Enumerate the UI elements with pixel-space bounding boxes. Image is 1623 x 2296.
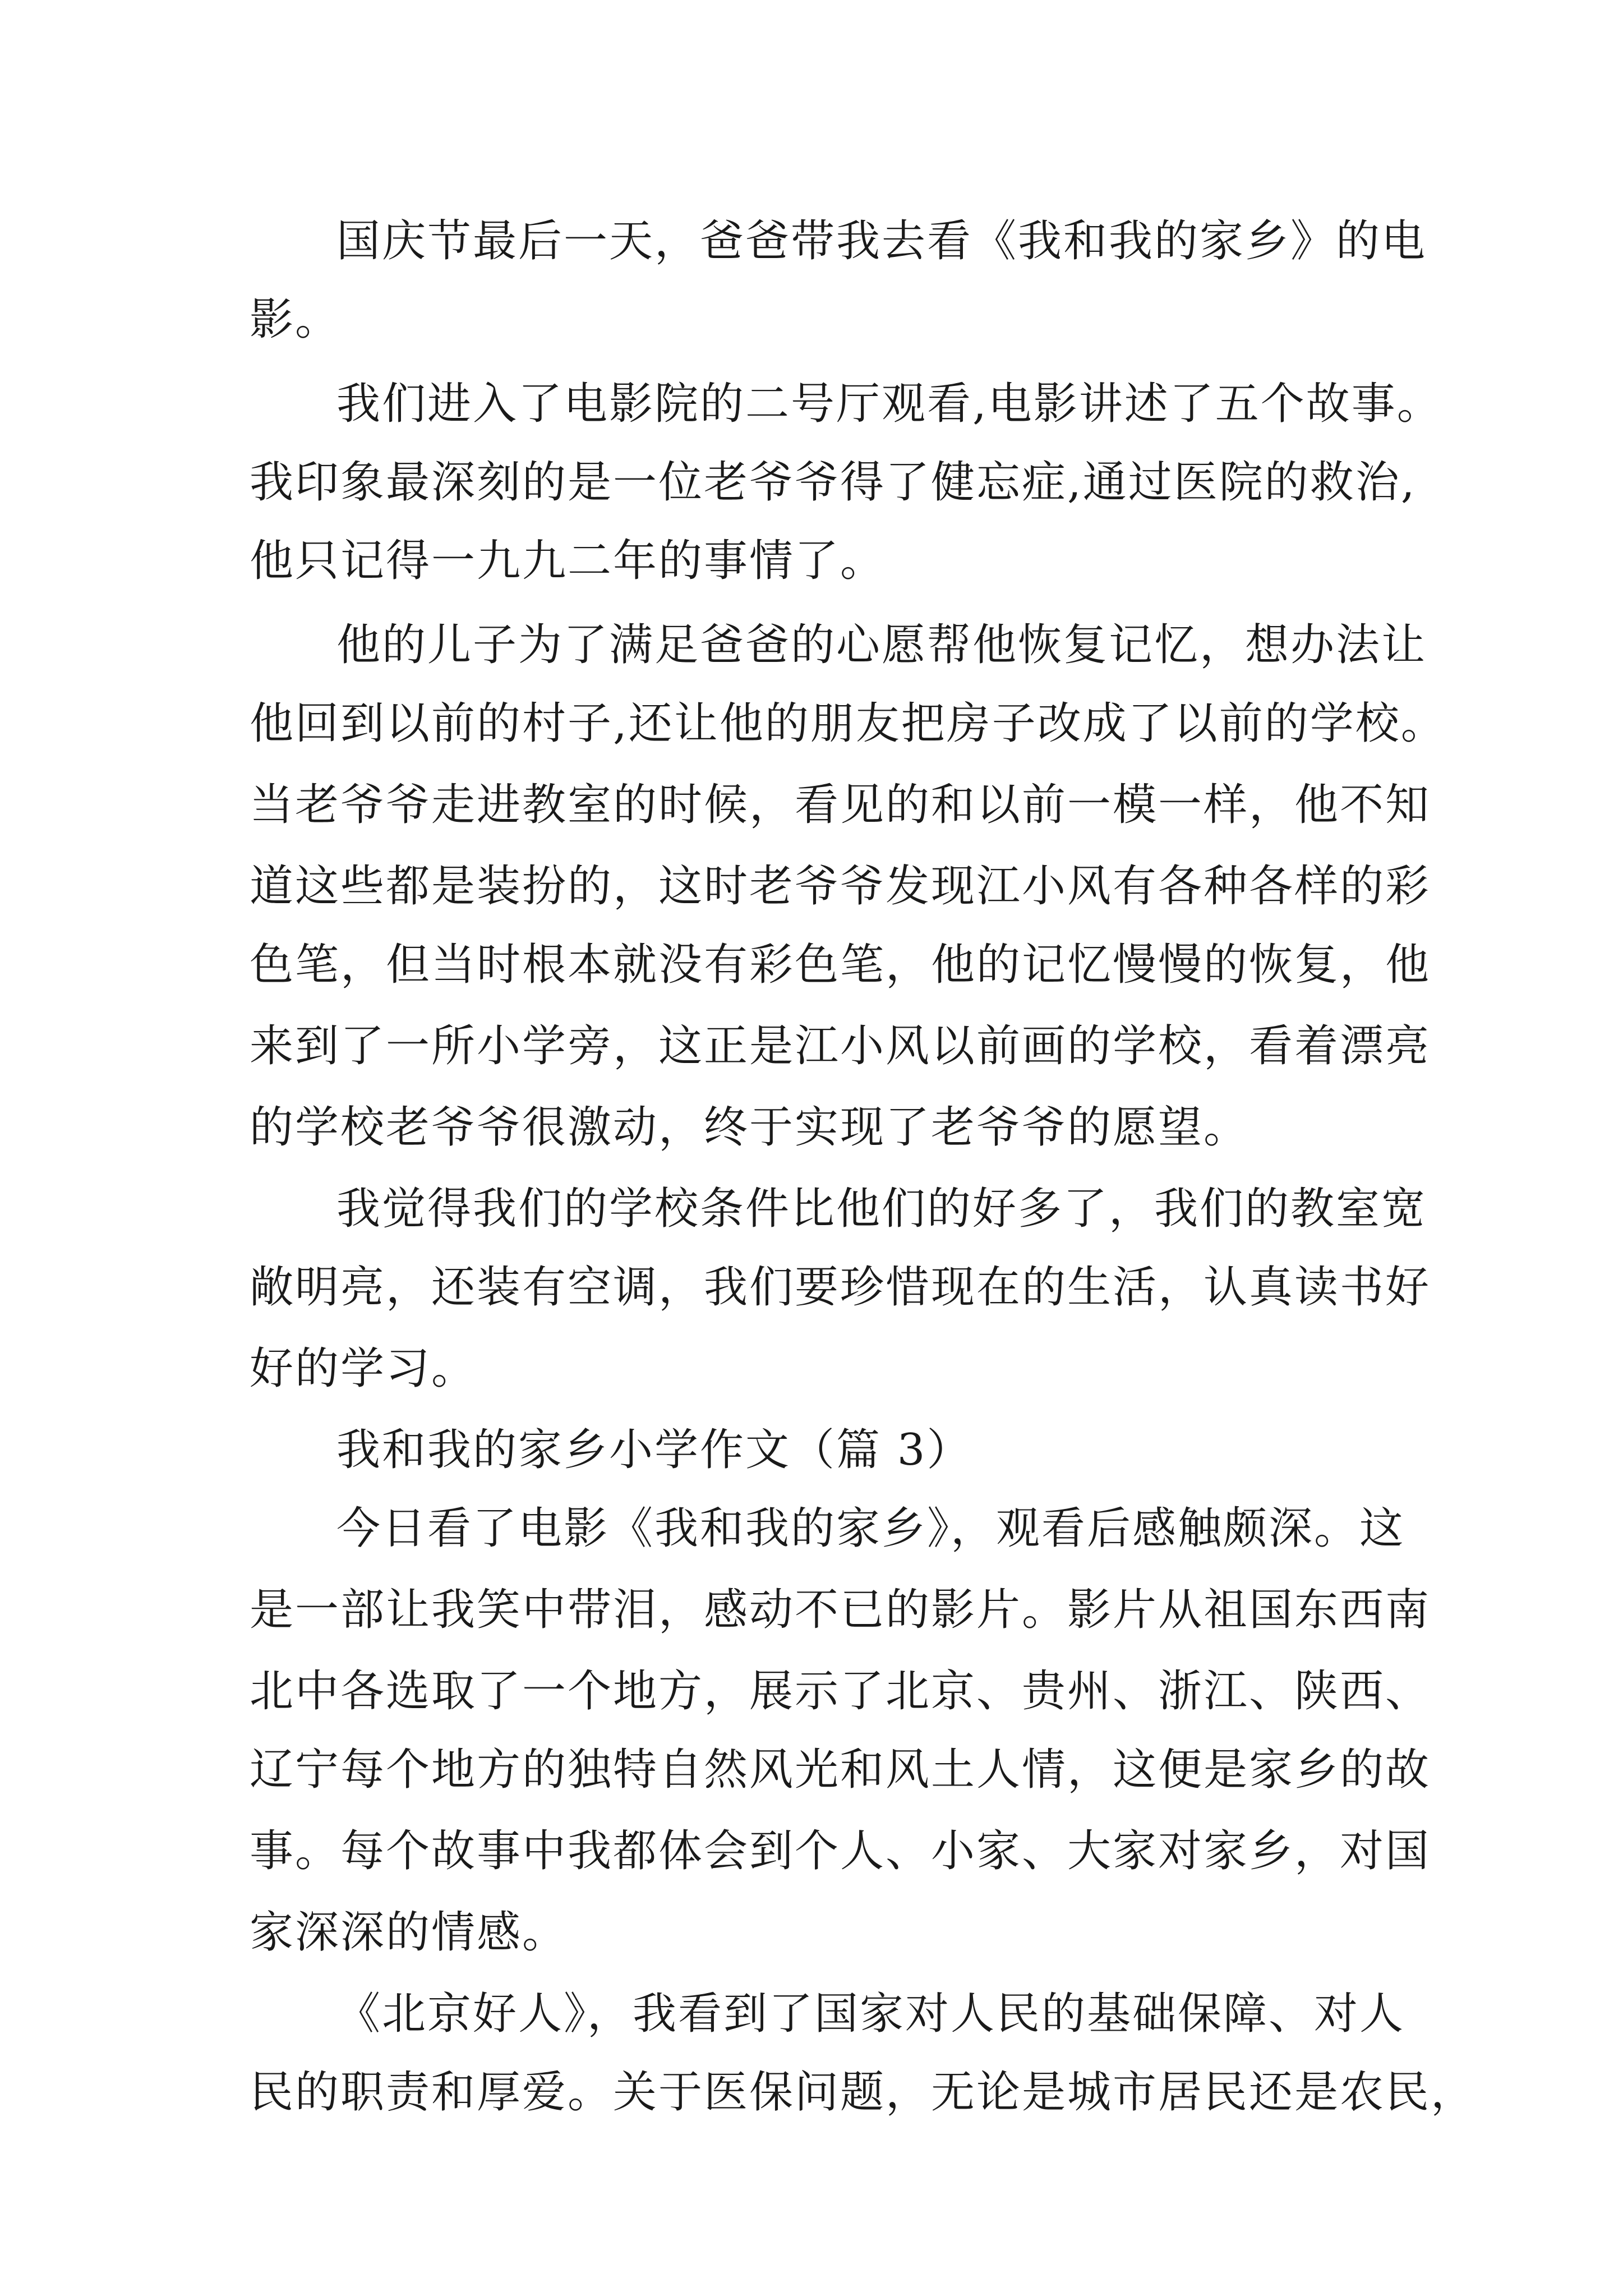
text-line: 敞明亮，还装有空调，我们要珍惜现在的生活，认真读书好 <box>250 1262 1431 1313</box>
text-line: 影。 <box>250 295 341 345</box>
text-line: 北中各选取了一个地方，展示了北京、贵州、浙江、陕西、 <box>250 1666 1431 1717</box>
text-line: 民的职责和厚爱。关于医保问题，无论是城市居民还是农民， <box>250 2067 1477 2118</box>
text-line: 色笔，但当时根本就没有彩色笔，他的记忆慢慢的恢复，他 <box>250 940 1431 990</box>
text-line: 来到了一所小学旁，这正是江小风以前画的学校，看着漂亮 <box>250 1021 1431 1071</box>
text-line: 事。每个故事中我都体会到个人、小家、大家对家乡，对国 <box>250 1826 1431 1876</box>
text-line: 辽宁每个地方的独特自然风光和风土人情，这便是家乡的故 <box>250 1745 1431 1795</box>
text-line: 是一部让我笑中带泪，感动不已的影片。影片从祖国东西南 <box>250 1585 1431 1635</box>
text-line: 《北京好人》，我看到了国家对人民的基础保障、对人 <box>336 1989 1405 2039</box>
text-line: 国庆节最后一天，爸爸带我去看《我和我的家乡》的电 <box>336 216 1427 266</box>
section-heading: 我和我的家乡小学作文（篇 3） <box>336 1425 972 1475</box>
text-line: 家深深的情感。 <box>250 1907 568 1958</box>
text-line: 他的儿子为了满足爸爸的心愿帮他恢复记忆，想办法让 <box>336 620 1427 670</box>
text-line: 好的学习。 <box>250 1343 477 1394</box>
text-line: 我印象最深刻的是一位老爷爷得了健忘症,通过医院的救治, <box>250 457 1417 508</box>
text-line: 他回到以前的村子,还让他的朋友把房子改成了以前的学校。 <box>250 698 1446 749</box>
text-line: 他只记得一九九二年的事情了。 <box>250 536 886 586</box>
text-line: 我们进入了电影院的二号厅观看,电影讲述了五个故事。 <box>336 379 1442 429</box>
text-line: 的学校老爷爷很激动，终于实现了老爷爷的愿望。 <box>250 1102 1249 1153</box>
text-line: 道这些都是装扮的，这时老爷爷发现江小风有各种各样的彩 <box>250 861 1431 912</box>
text-line: 我觉得我们的学校条件比他们的好多了，我们的教室宽 <box>336 1184 1427 1234</box>
text-line: 当老爷爷走进教室的时候，看见的和以前一模一样，他不知 <box>250 780 1431 830</box>
text-line: 今日看了电影《我和我的家乡》，观看后感触颇深。这 <box>336 1503 1405 1554</box>
